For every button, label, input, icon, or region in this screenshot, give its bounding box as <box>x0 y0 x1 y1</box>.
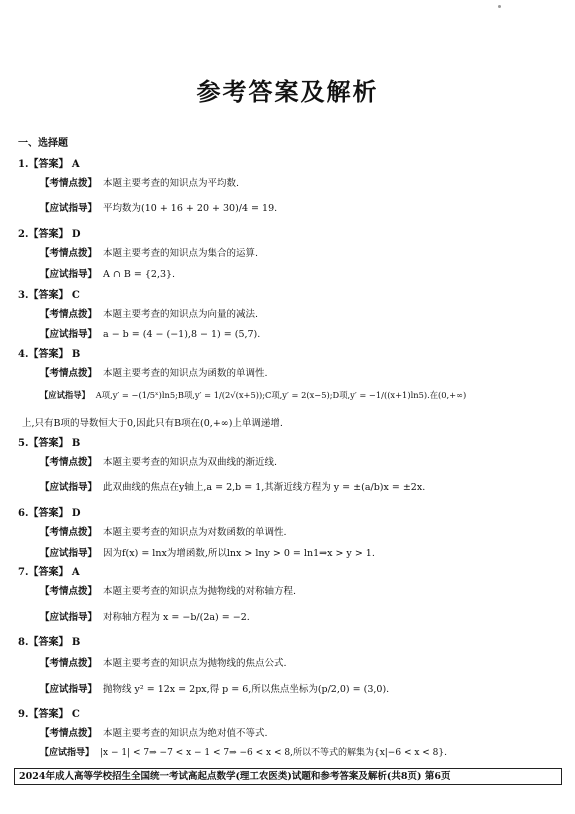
question-7-kaoqing: 【考情点拨】 本题主要考查的知识点为抛物线的对称轴方程. <box>40 586 297 597</box>
question-7-answer: 7.【答案】 A <box>18 567 80 578</box>
question-5-answer: 5.【答案】 B <box>18 438 81 449</box>
question-1-yingshi: 【应试指导】 平均数为(10 + 16 + 20 + 30)/4 = 19. <box>40 203 278 214</box>
question-1-answer: 1.【答案】 A <box>18 159 80 170</box>
question-4-kaoqing: 【考情点拨】 本题主要考查的知识点为函数的单调性. <box>40 368 268 379</box>
question-6-kaoqing: 【考情点拨】 本题主要考查的知识点为对数函数的单调性. <box>40 527 287 538</box>
question-3-yingshi: 【应试指导】 a − b = (4 − (−1),8 − 1) = (5,7). <box>40 329 261 340</box>
page-title: 参考答案及解析 <box>196 77 379 106</box>
section-heading: 一、选择题 <box>18 138 68 149</box>
question-4-answer: 4.【答案】 B <box>18 349 81 360</box>
question-5-kaoqing: 【考情点拨】 本题主要考查的知识点为双曲线的渐近线. <box>40 457 278 468</box>
question-2-yingshi: 【应试指导】 A ∩ B = {2,3}. <box>40 269 176 280</box>
question-2-answer: 2.【答案】 D <box>18 229 81 240</box>
question-7-yingshi: 【应试指导】 对称轴方程为 x = −b/(2a) = −2. <box>40 612 250 623</box>
question-5-yingshi: 【应试指导】 此双曲线的焦点在y轴上,a = 2,b = 1,其渐近线方程为 y = ±(a/b)x = ±2x. <box>40 482 426 493</box>
question-9-yingshi: 【应试指导】 |x − 1| < 7⇒ −7 < x − 1 < 7⇒ −6 < x < 8,所以不等式的解集为{x|−6 < x < 8}. <box>40 748 447 758</box>
question-4-yingshi: 【应试指导】 A项,y′ = −(1/5ˣ)ln5;B项,y′ = 1/(2√(x+5));C项,y′ = 2(x−5);D项,y′ = −1/((x+1)ln5).在(0,+∞) <box>40 390 467 400</box>
question-8-kaoqing: 【考情点拨】 本题主要考查的知识点为抛物线的焦点公式. <box>40 658 287 669</box>
question-8-yingshi: 【应试指导】 抛物线 y² = 12x = 2px,得 p = 6,所以焦点坐标为(p/2,0) = (3,0). <box>40 684 390 695</box>
question-2-kaoqing: 【考情点拨】 本题主要考查的知识点为集合的运算. <box>40 248 259 259</box>
question-4-continuation: 上,只有B项的导数恒大于0,因此只有B项在(0,+∞)上单调递增. <box>22 418 283 429</box>
question-3-kaoqing: 【考情点拨】 本题主要考查的知识点为向量的减法. <box>40 309 259 320</box>
scan-speck <box>498 5 501 8</box>
question-9-kaoqing: 【考情点拨】 本题主要考查的知识点为绝对值不等式. <box>40 728 268 739</box>
question-1-kaoqing: 【考情点拨】 本题主要考查的知识点为平均数. <box>40 178 240 189</box>
question-8-answer: 8.【答案】 B <box>18 637 81 648</box>
question-6-yingshi: 【应试指导】 因为f(x) = lnx为增函数,所以lnx > lny > 0 = ln1⇒x > y > 1. <box>40 548 375 559</box>
question-3-answer: 3.【答案】 C <box>18 290 80 301</box>
question-9-answer: 9.【答案】 C <box>18 709 80 720</box>
page-footer: 2024年成人高等学校招生全国统一考试高起点数学(理工农医类)试题和参考答案及解析(共8页) 第6页 <box>14 768 562 785</box>
question-6-answer: 6.【答案】 D <box>18 508 81 519</box>
